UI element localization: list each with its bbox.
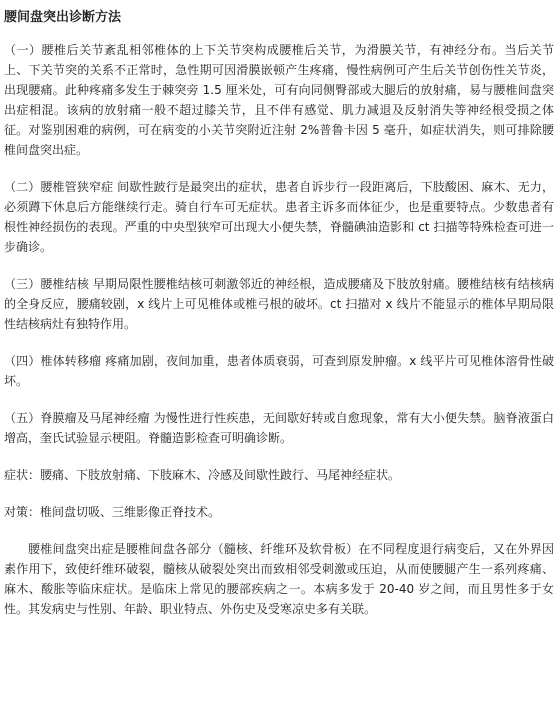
paragraph-vertebral-metastasis: （四）椎体转移瘤 疼痛加剧，夜间加重，患者体质衰弱，可查到原发肿瘤。x 线平片可见椎体溶骨性破坏。: [4, 354, 554, 388]
paragraph-symptoms: 症状：腰痛、下肢放射痛、下肢麻木、冷感及间歇性跛行、马尾神经症状。: [4, 468, 401, 482]
paragraph-lumbar-facet-disorder: （一）腰椎后关节紊乱相邻椎体的上下关节突构成腰椎后关节，为滑膜关节，有神经分布。当后关节上、下关节突的关系不正常时，急性期可因滑膜嵌顿产生疼痛，慢性病例可产生后关节创伤性关节炎，出现腰痛。此种疼痛多发生于棘突旁 1.5 厘米处，可有向同侧臀部或大腿后的放射痛，易与腰椎间盘突出症相混。该病的放射痛一般不超过膝关节，且不伴有感觉、肌力减退及反射消失等神经根受损之体征。对鉴别困难的病例，可在病变的小关节突附近注射 2%普鲁卡因 5 毫升，如症状消失，则可排除腰椎间盘突出症。: [4, 43, 554, 157]
paragraph-lumbar-tuberculosis: （三）腰椎结核 早期局限性腰椎结核可刺激邻近的神经根，造成腰痛及下肢放射痛。腰椎结核有结核病的全身反应，腰痛较剧，x 线片上可见椎体或椎弓根的破坏。ct 扫描对 x 线片不能显示的椎体早期局限性结核病灶有独特作用。: [4, 277, 554, 331]
paragraph-overview: 腰椎间盘突出症是腰椎间盘各部分（髓核、纤维环及软骨板）在不同程度退行病变后，又在外界因素作用下，致使纤维环破裂，髓核从破裂处突出而致相邻受刺激或压迫，从而使腰腿产生一系列疼痛、麻木、酸胀等临床症状。是临床上常见的腰部疾病之一。本病多发于 20-40 岁之间，而且男性多于女性。其发病史与性别、年龄、职业特点、外伤史及受寒凉史多有关联。: [4, 542, 554, 616]
paragraph-meningioma-cauda-equina: （五）脊膜瘤及马尾神经瘤 为慢性进行性疾患，无间歇好转或自愈现象，常有大小便失禁。脑脊液蛋白增高，奎氏试验显示梗阻。脊髓造影检查可明确诊断。: [4, 411, 554, 445]
article-title: 腰间盘突出诊断方法: [4, 10, 122, 25]
paragraph-spinal-stenosis: （二）腰椎管狭窄症 间歇性跛行是最突出的症状，患者自诉步行一段距离后，下肢酸困、麻木、无力，必须蹲下休息后方能继续行走。骑自行车可无症状。患者主诉多而体征少，也是重要特点。少数患者有根性神经损伤的表现。严重的中央型狭窄可出现大小便失禁，脊髓碘油造影和 ct 扫描等特殊检查可进一步确诊。: [4, 180, 554, 254]
paragraph-treatment: 对策：椎间盘切吸、三维影像正脊技术。: [4, 505, 221, 519]
